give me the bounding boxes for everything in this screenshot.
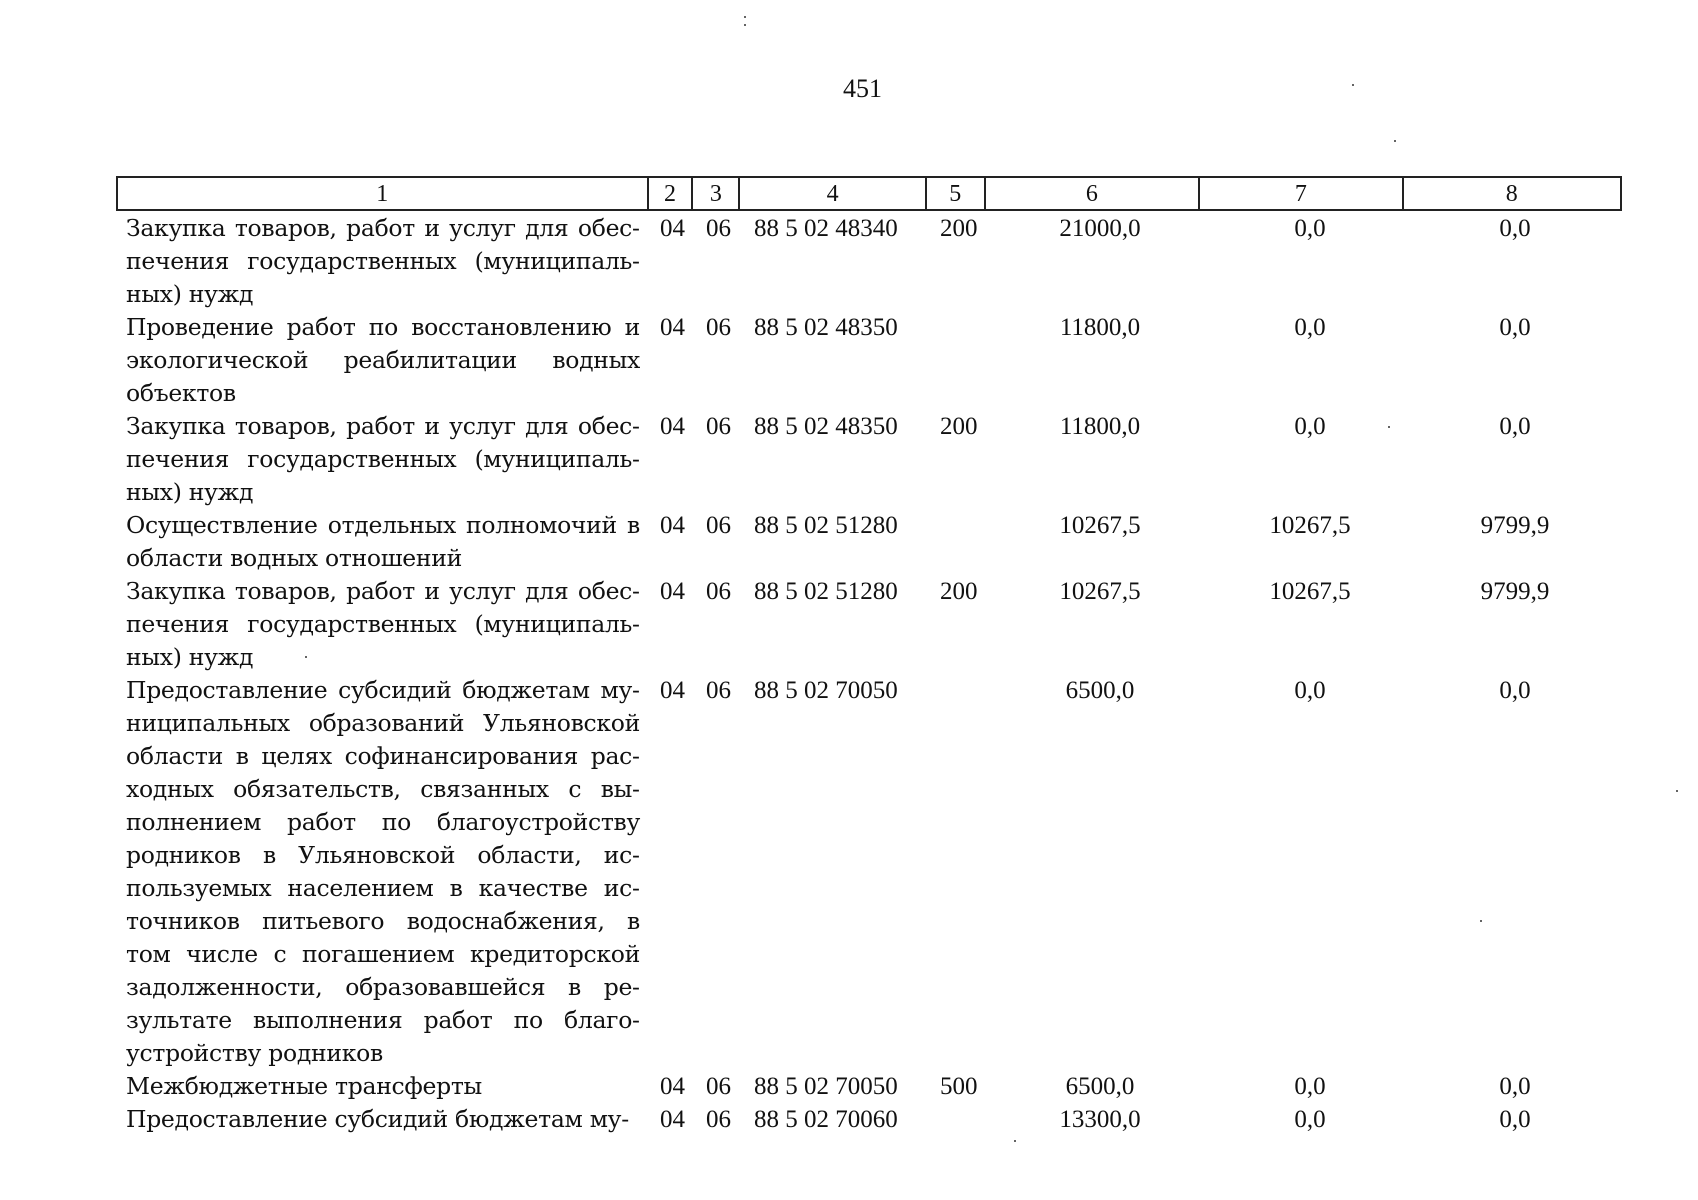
row-section-code: 04 (660, 512, 685, 539)
row-amount-col6: 21000,0 (1059, 215, 1141, 242)
row-section-code: 04 (660, 215, 685, 242)
row-section-code: 04 (660, 1106, 685, 1133)
header-cell-1: 1 (118, 178, 649, 209)
scan-speck (744, 16, 746, 18)
row-description: Закупка товаров, работ и услуг для обеспечения государственных (муниципальных) нужд (126, 577, 640, 671)
row-amount-col6: 10267,5 (1059, 578, 1141, 605)
row-description: Предоставление субсидий бюджетам муниципальных образований Ульяновской области в целях софинансирования расходных обязательств, связанных с выполнением работ по благоустройству родников в Ульяновской области, используемых населением в качестве источников питьевого водоснабжения, в том числе с погашением кредиторской задолженности, образовавшейся в результате выполнения работ по благоустройству родников (126, 676, 640, 1067)
row-subsection-code: 06 (706, 1106, 731, 1133)
row-amount-col7: 0,0 (1294, 215, 1326, 242)
header-cell-7: 7 (1200, 178, 1403, 209)
scan-speck (1394, 140, 1396, 142)
row-target-article: 88 5 02 48340 (754, 215, 898, 242)
scan-speck (1014, 1140, 1016, 1142)
row-subsection-code: 06 (706, 1073, 731, 1100)
table-row (0, 575, 1698, 674)
row-section-code: 04 (660, 578, 685, 605)
table-row (0, 509, 1698, 575)
table-row (0, 410, 1698, 509)
scan-speck (744, 24, 746, 26)
row-amount-col6: 13300,0 (1059, 1106, 1141, 1133)
header-cell-5: 5 (927, 178, 986, 209)
row-target-article: 88 5 02 48350 (754, 314, 898, 341)
table-row (0, 311, 1698, 410)
row-amount-col7: 0,0 (1294, 314, 1326, 341)
row-amount-col6: 11800,0 (1059, 314, 1141, 341)
row-section-code: 04 (660, 413, 685, 440)
table-row (0, 674, 1698, 1070)
row-target-article: 88 5 02 51280 (754, 578, 898, 605)
row-subsection-code: 06 (706, 677, 731, 704)
row-section-code: 04 (660, 1073, 685, 1100)
row-amount-col8: 0,0 (1499, 413, 1531, 440)
row-amount-col7: 0,0 (1294, 1106, 1326, 1133)
row-description: Закупка товаров, работ и услуг для обеспечения государственных (муниципальных) нужд (126, 214, 640, 308)
row-amount-col6: 11800,0 (1059, 413, 1141, 440)
row-target-article: 88 5 02 70060 (754, 1106, 898, 1133)
budget-table-body (0, 212, 1698, 1136)
row-amount-col8: 9799,9 (1480, 578, 1550, 605)
header-cell-4: 4 (740, 178, 927, 209)
row-expense-type: 200 (940, 215, 978, 242)
row-target-article: 88 5 02 51280 (754, 512, 898, 539)
row-description: Межбюджетные трансферты (126, 1072, 482, 1100)
row-section-code: 04 (660, 677, 685, 704)
row-amount-col7: 0,0 (1294, 677, 1326, 704)
table-row (0, 1103, 1698, 1136)
row-expense-type: 200 (940, 578, 978, 605)
row-expense-type: 500 (940, 1073, 978, 1100)
row-amount-col6: 6500,0 (1065, 1073, 1135, 1100)
row-section-code: 04 (660, 314, 685, 341)
row-amount-col8: 0,0 (1499, 1106, 1531, 1133)
table-header-row (116, 176, 1622, 211)
row-amount-col7: 10267,5 (1269, 512, 1351, 539)
row-amount-col8: 0,0 (1499, 215, 1531, 242)
row-subsection-code: 06 (706, 578, 731, 605)
page-number: 451 (843, 74, 882, 103)
row-description: Закупка товаров, работ и услуг для обеспечения государственных (муниципальных) нужд (126, 412, 640, 506)
row-amount-col6: 10267,5 (1059, 512, 1141, 539)
row-subsection-code: 06 (706, 512, 731, 539)
row-description: Осуществление отдельных полномочий в области водных отношений (126, 511, 640, 572)
header-cell-2: 2 (649, 178, 694, 209)
row-subsection-code: 06 (706, 314, 731, 341)
row-expense-type: 200 (940, 413, 978, 440)
table-row (0, 1070, 1698, 1103)
row-amount-col7: 0,0 (1294, 1073, 1326, 1100)
row-amount-col7: 0,0 (1294, 413, 1326, 440)
row-amount-col8: 0,0 (1499, 677, 1531, 704)
row-amount-col8: 9799,9 (1480, 512, 1550, 539)
row-target-article: 88 5 02 70050 (754, 1073, 898, 1100)
row-subsection-code: 06 (706, 413, 731, 440)
row-target-article: 88 5 02 70050 (754, 677, 898, 704)
row-amount-col6: 6500,0 (1065, 677, 1135, 704)
table-row (0, 212, 1698, 311)
header-cell-6: 6 (986, 178, 1200, 209)
header-cell-8: 8 (1505, 181, 1518, 207)
row-subsection-code: 06 (706, 215, 731, 242)
row-amount-col8: 0,0 (1499, 1073, 1531, 1100)
row-target-article: 88 5 02 48350 (754, 413, 898, 440)
row-amount-col7: 10267,5 (1269, 578, 1351, 605)
header-cell-3: 3 (693, 178, 740, 209)
row-amount-col8: 0,0 (1499, 314, 1531, 341)
row-description: Проведение работ по восстановлению и экологической реабилитации водных объектов (126, 313, 640, 407)
row-description: Предоставление субсидий бюджетам му- (126, 1105, 629, 1133)
